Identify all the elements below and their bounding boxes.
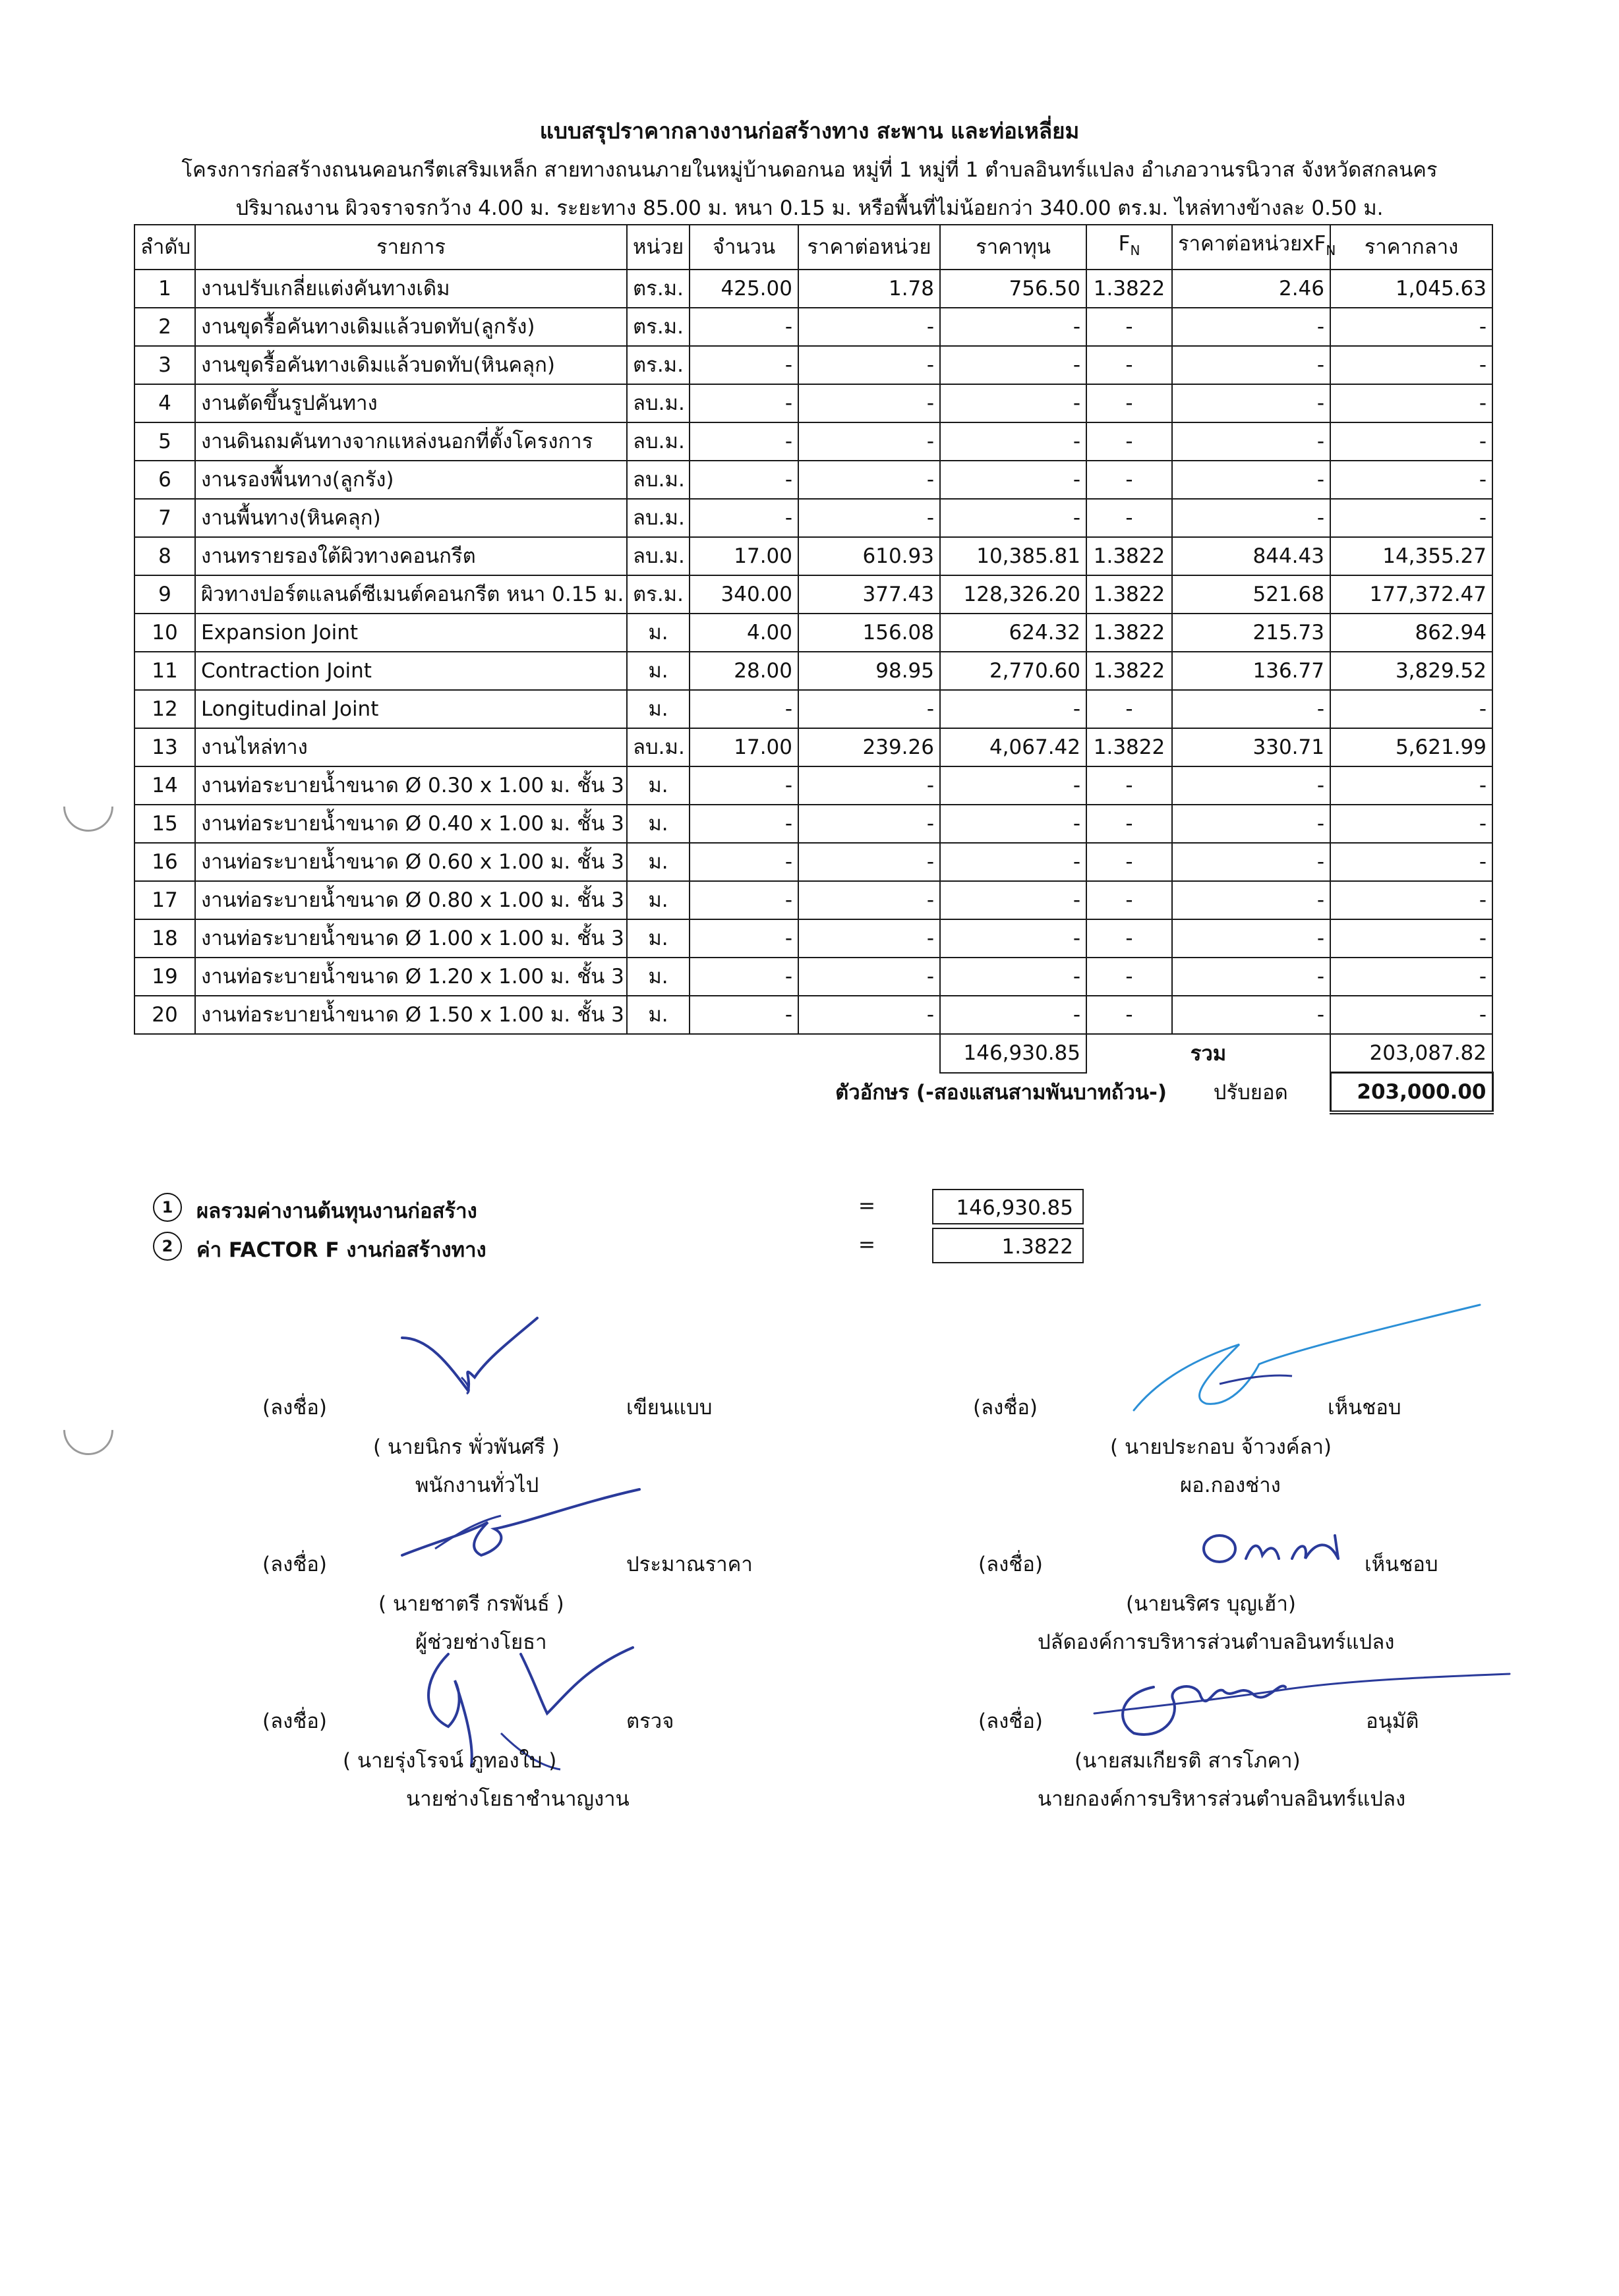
row-number: 8	[134, 537, 195, 575]
sign-label: (ลงชื่อ)	[262, 1396, 327, 1420]
row-unit-price: -	[798, 843, 940, 881]
row-item: งานตัดขึ้นรูปคันทาง	[195, 384, 627, 422]
row-cost: -	[940, 346, 1086, 384]
row-unit: ลบ.ม.	[627, 422, 690, 461]
adjusted-value: 203,000.00	[1330, 1073, 1492, 1113]
signer-position: ปลัดองค์การบริหารส่วนตำบลอินทร์แปลง	[1038, 1630, 1395, 1654]
row-qty: -	[690, 766, 798, 805]
table-row	[134, 843, 1492, 881]
project-line: โครงการก่อสร้างถนนคอนกรีตเสริมเหล็ก สายทางถนนภายในหมู่บ้านดอกนอ หมู่ที่ 1 หมู่ที่ 1 ตำบลอินทร์แปลง อำเภอวานรนิวาส จังหวัดสกลนคร	[181, 158, 1438, 182]
row-fn: -	[1086, 996, 1172, 1034]
row-cost: -	[940, 805, 1086, 843]
header-qty: จำนวน	[690, 225, 798, 270]
row-fn: 1.3822	[1086, 728, 1172, 766]
row-unit: ลบ.ม.	[627, 728, 690, 766]
row-qty: 4.00	[690, 614, 798, 652]
row-unit: ม.	[627, 919, 690, 958]
row-qty: -	[690, 461, 798, 499]
row-qty: 28.00	[690, 652, 798, 690]
row-median: -	[1330, 384, 1492, 422]
row-cost: -	[940, 958, 1086, 996]
table-row	[134, 499, 1492, 537]
row-qty: -	[690, 881, 798, 919]
row-number: 13	[134, 728, 195, 766]
sign-label: (ลงชื่อ)	[978, 1553, 1043, 1576]
row-median: -	[1330, 843, 1492, 881]
row-cost: 128,326.20	[940, 575, 1086, 614]
row-item: งานท่อระบายน้ำขนาด Ø 1.20 x 1.00 ม. ชั้น 3	[195, 958, 627, 996]
row-item: งานรองพื้นทาง(ลูกรัง)	[195, 461, 627, 499]
row-unit: ลบ.ม.	[627, 384, 690, 422]
table-row	[134, 728, 1492, 766]
row-unit: ตร.ม.	[627, 308, 690, 346]
row-unit: ม.	[627, 805, 690, 843]
row-qty: -	[690, 919, 798, 958]
row-median: -	[1330, 308, 1492, 346]
row-cost: 4,067.42	[940, 728, 1086, 766]
table-row	[134, 766, 1492, 805]
row-unit: ม.	[627, 958, 690, 996]
summary-label-2: ค่า FACTOR F งานก่อสร้างทาง	[196, 1238, 486, 1262]
row-unit: ตร.ม.	[627, 270, 690, 308]
row-unit-price: 377.43	[798, 575, 940, 614]
row-item: Longitudinal Joint	[195, 690, 627, 728]
row-unit-price: 98.95	[798, 652, 940, 690]
row-number: 18	[134, 919, 195, 958]
row-unit-price-fn: 330.71	[1172, 728, 1330, 766]
row-unit-price: -	[798, 958, 940, 996]
signer-name: ( นายประกอบ จ้าวงค์ลา)	[1110, 1435, 1332, 1459]
total-median: 203,087.82	[1330, 1034, 1492, 1073]
row-fn: -	[1086, 384, 1172, 422]
row-cost: -	[940, 996, 1086, 1034]
row-unit-price-fn: -	[1172, 499, 1330, 537]
row-qty: 17.00	[690, 728, 798, 766]
row-median: -	[1330, 461, 1492, 499]
table-row	[134, 881, 1492, 919]
row-median: -	[1330, 919, 1492, 958]
sign-role: อนุมัติ	[1366, 1709, 1419, 1733]
row-number: 4	[134, 384, 195, 422]
row-median: -	[1330, 422, 1492, 461]
document-title: แบบสรุปราคากลางงานก่อสร้างทาง สะพาน และท่อเหลี่ยม	[539, 118, 1080, 144]
row-number: 15	[134, 805, 195, 843]
row-item: งานท่อระบายน้ำขนาด Ø 0.60 x 1.00 ม. ชั้น 3	[195, 843, 627, 881]
row-median: 14,355.27	[1330, 537, 1492, 575]
signer-position: ผู้ช่วยช่างโยธา	[415, 1630, 547, 1654]
signer-name: (นายนริศร บุญเฮ้า)	[1126, 1592, 1296, 1616]
table-row	[134, 996, 1492, 1034]
row-cost: -	[940, 461, 1086, 499]
table-row	[134, 575, 1492, 614]
row-cost: -	[940, 422, 1086, 461]
row-item: งานไหล่ทาง	[195, 728, 627, 766]
header-unit-price-fn: ราคาต่อหน่วย$xF_N$	[1172, 225, 1330, 270]
row-unit-price: -	[798, 996, 940, 1034]
sign-label: (ลงชื่อ)	[262, 1553, 327, 1576]
sign-role: ตรวจ	[626, 1709, 674, 1733]
row-qty: -	[690, 384, 798, 422]
signer-name: ( นายรุ่งโรจน์ ภูทองใบ )	[343, 1749, 557, 1773]
row-unit-price: -	[798, 690, 940, 728]
row-item: งานท่อระบายน้ำขนาด Ø 0.40 x 1.00 ม. ชั้น 3	[195, 805, 627, 843]
row-fn: -	[1086, 919, 1172, 958]
row-item: งานท่อระบายน้ำขนาด Ø 1.50 x 1.00 ม. ชั้น 3	[195, 996, 627, 1034]
row-number: 16	[134, 843, 195, 881]
row-cost: 756.50	[940, 270, 1086, 308]
row-fn: -	[1086, 766, 1172, 805]
row-cost: -	[940, 499, 1086, 537]
row-item: งานปรับเกลี่ยแต่งคันทางเดิม	[195, 270, 627, 308]
table-row	[134, 805, 1492, 843]
row-fn: 1.3822	[1086, 270, 1172, 308]
row-unit-price-fn: -	[1172, 308, 1330, 346]
table-row	[134, 690, 1492, 728]
row-number: 6	[134, 461, 195, 499]
row-median: 862.94	[1330, 614, 1492, 652]
header-unit: หน่วย	[627, 225, 690, 270]
summary-number-2: 2	[153, 1232, 182, 1261]
row-unit-price-fn: 2.46	[1172, 270, 1330, 308]
row-unit-price: 1.78	[798, 270, 940, 308]
row-unit-price-fn: -	[1172, 346, 1330, 384]
row-number: 5	[134, 422, 195, 461]
table-row	[134, 919, 1492, 958]
total-spacer	[134, 1034, 940, 1073]
table-row	[134, 270, 1492, 308]
row-item: ผิวทางปอร์ตแลนด์ซีเมนต์คอนกรีต หนา 0.15 ม.	[195, 575, 627, 614]
punch-hole-top	[53, 771, 123, 842]
row-number: 3	[134, 346, 195, 384]
row-cost: -	[940, 384, 1086, 422]
row-unit-price: -	[798, 766, 940, 805]
row-number: 14	[134, 766, 195, 805]
sign-label: (ลงชื่อ)	[978, 1709, 1043, 1733]
signer-position: พนักงานทั่วไป	[415, 1474, 539, 1497]
row-cost: -	[940, 766, 1086, 805]
adjusted-label: ปรับยอด	[1213, 1080, 1288, 1105]
table-row	[134, 308, 1492, 346]
row-median: 3,829.52	[1330, 652, 1492, 690]
row-number: 12	[134, 690, 195, 728]
row-unit-price: -	[798, 461, 940, 499]
header-item: รายการ	[195, 225, 627, 270]
row-fn: -	[1086, 805, 1172, 843]
row-median: -	[1330, 499, 1492, 537]
row-unit-price: -	[798, 919, 940, 958]
words-row	[134, 1073, 1492, 1113]
row-number: 9	[134, 575, 195, 614]
signer-name: ( นายนิกร พั่วพันศรี )	[373, 1435, 560, 1459]
row-number: 10	[134, 614, 195, 652]
header-fn: $F_N$	[1086, 225, 1172, 270]
summary-number-1: 1	[153, 1193, 182, 1222]
row-fn: 1.3822	[1086, 652, 1172, 690]
row-fn: 1.3822	[1086, 614, 1172, 652]
row-median: -	[1330, 690, 1492, 728]
signer-position: นายกองค์การบริหารส่วนตำบลอินทร์แปลง	[1038, 1787, 1406, 1811]
row-median: -	[1330, 346, 1492, 384]
row-unit-price-fn: -	[1172, 461, 1330, 499]
table-row	[134, 958, 1492, 996]
table-row	[134, 537, 1492, 575]
table-row	[134, 652, 1492, 690]
signature-drafter	[389, 1311, 560, 1404]
sign-role: ประมาณราคา	[626, 1553, 753, 1576]
row-cost: -	[940, 690, 1086, 728]
row-item: งานท่อระบายน้ำขนาด Ø 1.00 x 1.00 ม. ชั้น 3	[195, 919, 627, 958]
row-unit-price-fn: -	[1172, 958, 1330, 996]
row-unit: ม.	[627, 996, 690, 1034]
row-fn: -	[1086, 881, 1172, 919]
row-qty: -	[690, 422, 798, 461]
row-item: งานขุดรื้อคันทางเดิมแล้วบดทับ(หินคลุก)	[195, 346, 627, 384]
row-unit: ม.	[627, 690, 690, 728]
row-fn: -	[1086, 499, 1172, 537]
row-unit: ม.	[627, 766, 690, 805]
sign-role: เห็นชอบ	[1365, 1553, 1438, 1576]
header-median: ราคากลาง	[1330, 225, 1492, 270]
row-item: Expansion Joint	[195, 614, 627, 652]
table-header-row	[134, 225, 1492, 270]
table-row	[134, 614, 1492, 652]
summary-value-2: 1.3822	[932, 1228, 1084, 1263]
row-qty: -	[690, 308, 798, 346]
row-unit: ลบ.ม.	[627, 537, 690, 575]
row-number: 19	[134, 958, 195, 996]
row-unit-price-fn: 844.43	[1172, 537, 1330, 575]
header-no: ลำดับ	[134, 225, 195, 270]
row-qty: 17.00	[690, 537, 798, 575]
quantity-line: ปริมาณงาน ผิวจราจรกว้าง 4.00 ม. ระยะทาง 85.00 ม. หนา 0.15 ม. หรือพื้นที่ไม่น้อยกว่า 340.00 ตร.ม. ไหล่ทางข้างละ 0.50 ม.	[235, 196, 1384, 220]
row-number: 17	[134, 881, 195, 919]
row-unit: ตร.ม.	[627, 575, 690, 614]
row-unit-price: -	[798, 308, 940, 346]
row-fn: 1.3822	[1086, 575, 1172, 614]
row-unit-price: -	[798, 805, 940, 843]
row-unit-price-fn: -	[1172, 881, 1330, 919]
row-median: -	[1330, 996, 1492, 1034]
row-unit-price-fn: -	[1172, 422, 1330, 461]
table-body	[134, 270, 1492, 1034]
row-cost: -	[940, 881, 1086, 919]
signature-mayor	[1081, 1661, 1516, 1746]
row-unit-price: -	[798, 881, 940, 919]
row-item: งานท่อระบายน้ำขนาด Ø 0.80 x 1.00 ม. ชั้น 3	[195, 881, 627, 919]
row-unit-price: 239.26	[798, 728, 940, 766]
row-unit-price-fn: -	[1172, 843, 1330, 881]
row-item: งานขุดรื้อคันทางเดิมแล้วบดทับ(ลูกรัง)	[195, 308, 627, 346]
row-number: 11	[134, 652, 195, 690]
signer-position: ผอ.กองช่าง	[1180, 1474, 1281, 1497]
row-unit-price-fn: 136.77	[1172, 652, 1330, 690]
row-fn: -	[1086, 958, 1172, 996]
header-unit-price: ราคาต่อหน่วย	[798, 225, 940, 270]
row-item: งานพื้นทาง(หินคลุก)	[195, 499, 627, 537]
signature-division-head	[1121, 1298, 1490, 1430]
row-median: -	[1330, 881, 1492, 919]
row-qty: -	[690, 958, 798, 996]
row-unit-price: 156.08	[798, 614, 940, 652]
total-label: รวม	[1190, 1041, 1227, 1066]
sign-role: เห็นชอบ	[1328, 1396, 1401, 1420]
table-row	[134, 461, 1492, 499]
row-unit: ตร.ม.	[627, 346, 690, 384]
row-median: 1,045.63	[1330, 270, 1492, 308]
row-qty: 425.00	[690, 270, 798, 308]
row-unit: ม.	[627, 881, 690, 919]
signature-estimator	[396, 1483, 646, 1575]
sign-label: (ลงชื่อ)	[262, 1709, 327, 1733]
row-cost: 10,385.81	[940, 537, 1086, 575]
sign-label: (ลงชื่อ)	[973, 1396, 1038, 1420]
row-median: -	[1330, 766, 1492, 805]
total-cost: 146,930.85	[940, 1034, 1086, 1073]
row-unit-price: -	[798, 384, 940, 422]
row-item: Contraction Joint	[195, 652, 627, 690]
table-row	[134, 422, 1492, 461]
row-qty: -	[690, 346, 798, 384]
summary-label-1: ผลรวมค่างานต้นทุนงานก่อสร้าง	[196, 1199, 477, 1223]
table-row	[134, 346, 1492, 384]
row-unit-price: -	[798, 499, 940, 537]
row-cost: 2,770.60	[940, 652, 1086, 690]
signer-name: ( นายชาตรี กรพันธ์ )	[378, 1592, 564, 1616]
punch-hole-bottom	[53, 1394, 123, 1465]
signer-name: (นายสมเกียรติ สารโภคา)	[1074, 1749, 1301, 1773]
row-item: งานทรายรองใต้ผิวทางคอนกรีต	[195, 537, 627, 575]
table-row	[134, 384, 1492, 422]
row-unit: ม.	[627, 652, 690, 690]
row-unit-price-fn: 215.73	[1172, 614, 1330, 652]
summary-eq-1: =	[858, 1194, 875, 1218]
row-fn: -	[1086, 461, 1172, 499]
header-cost: ราคาทุน	[940, 225, 1086, 270]
row-qty: -	[690, 996, 798, 1034]
summary-eq-2: =	[858, 1233, 875, 1257]
row-median: -	[1330, 958, 1492, 996]
row-fn: 1.3822	[1086, 537, 1172, 575]
words-spacer	[134, 1073, 690, 1113]
row-cost: 624.32	[940, 614, 1086, 652]
row-qty: 340.00	[690, 575, 798, 614]
row-unit: ลบ.ม.	[627, 461, 690, 499]
row-number: 2	[134, 308, 195, 346]
row-unit-price: -	[798, 422, 940, 461]
row-item: งานดินถมคันทางจากแหล่งนอกที่ตั้งโครงการ	[195, 422, 627, 461]
row-number: 1	[134, 270, 195, 308]
row-unit-price-fn: -	[1172, 919, 1330, 958]
row-unit-price-fn: -	[1172, 996, 1330, 1034]
row-cost: -	[940, 843, 1086, 881]
signer-position: นายช่างโยธาชำนาญงาน	[406, 1787, 630, 1811]
row-unit: ม.	[627, 614, 690, 652]
row-cost: -	[940, 919, 1086, 958]
row-unit-price-fn: -	[1172, 690, 1330, 728]
row-fn: -	[1086, 843, 1172, 881]
row-fn: -	[1086, 422, 1172, 461]
row-median: 177,372.47	[1330, 575, 1492, 614]
row-unit-price: 610.93	[798, 537, 940, 575]
row-unit: ลบ.ม.	[627, 499, 690, 537]
row-cost: -	[940, 308, 1086, 346]
row-unit-price-fn: -	[1172, 766, 1330, 805]
row-unit-price-fn: -	[1172, 384, 1330, 422]
row-qty: -	[690, 843, 798, 881]
row-number: 20	[134, 996, 195, 1034]
amount-in-words: ตัวอักษร (-สองแสนสามพันบาทถ้วน-)	[835, 1081, 1167, 1105]
row-median: 5,621.99	[1330, 728, 1492, 766]
row-fn: -	[1086, 346, 1172, 384]
row-unit: ม.	[627, 843, 690, 881]
signature-clerk	[1200, 1522, 1358, 1575]
row-unit-price-fn: -	[1172, 805, 1330, 843]
row-unit-price-fn: 521.68	[1172, 575, 1330, 614]
row-qty: -	[690, 805, 798, 843]
row-median: -	[1330, 805, 1492, 843]
row-qty: -	[690, 499, 798, 537]
row-unit-price: -	[798, 346, 940, 384]
row-item: งานท่อระบายน้ำขนาด Ø 0.30 x 1.00 ม. ชั้น 3	[195, 766, 627, 805]
row-fn: -	[1086, 308, 1172, 346]
row-fn: -	[1086, 690, 1172, 728]
sign-role: เขียนแบบ	[626, 1396, 713, 1420]
summary-value-1: 146,930.85	[932, 1189, 1084, 1224]
price-summary-table	[134, 224, 1494, 1114]
total-row	[134, 1034, 1492, 1073]
row-number: 7	[134, 499, 195, 537]
row-qty: -	[690, 690, 798, 728]
